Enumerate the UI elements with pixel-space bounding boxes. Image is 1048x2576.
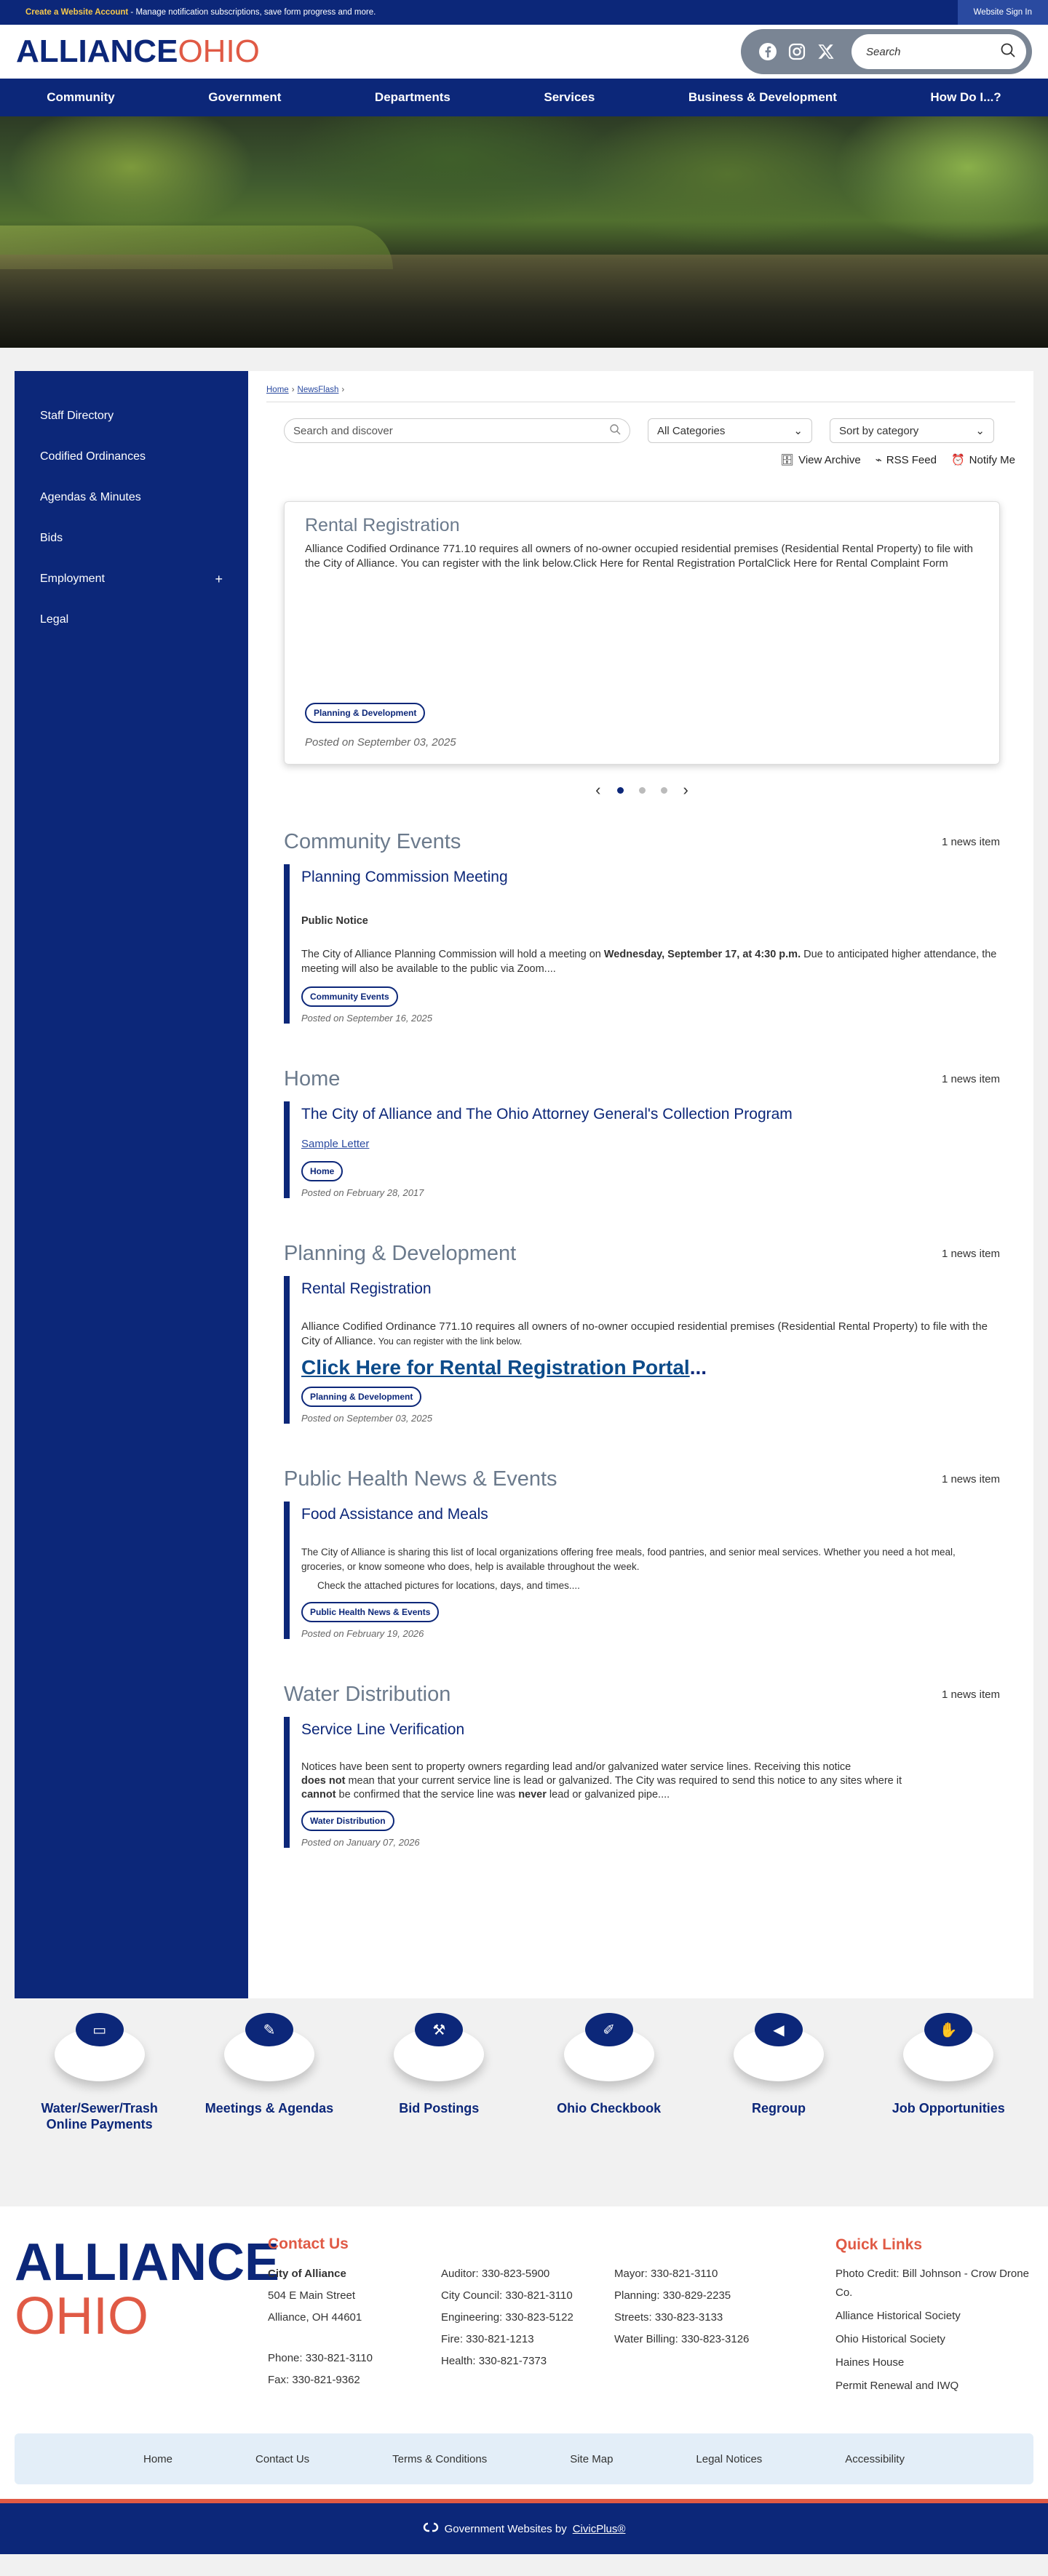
section-header bbox=[284, 1683, 1000, 1707]
view-archive-link[interactable] bbox=[780, 453, 861, 466]
civicplus-logo-icon bbox=[423, 2522, 439, 2535]
category-badge[interactable]: Water Distribution bbox=[301, 1811, 394, 1831]
sort-select[interactable] bbox=[830, 418, 994, 443]
news-article bbox=[284, 864, 1000, 1024]
sidebar-item-agendas-minutes[interactable] bbox=[15, 477, 248, 518]
featured-body: Alliance Codified Ordinance 771.10 requires all owners of no-owner occupied residential premises (Residential Rental Property) to file with the City of Alliance. You can register with the link below.Click Here for Rental Registration PortalClick Here for Rental Complaint Form bbox=[305, 543, 973, 570]
article-body-text: mean that your current service line is lead or galvanized. The City was required to send this notice to any sites where it bbox=[345, 1775, 902, 1787]
footer-logo bbox=[15, 2233, 279, 2433]
article-body-text: The City of Alliance Planning Commission will hold a meeting on bbox=[301, 949, 604, 960]
section-header bbox=[284, 1067, 1000, 1091]
featured-news-card[interactable] bbox=[284, 501, 1000, 765]
news-count: 1 news item bbox=[941, 1073, 1000, 1085]
section-title: Community Events bbox=[284, 830, 461, 853]
quick-link-circle bbox=[564, 2022, 654, 2081]
instagram-icon[interactable] bbox=[787, 42, 806, 61]
quick-link-historical-society[interactable]: Alliance Historical Society bbox=[835, 2310, 961, 2322]
footer-logo-ohio: OHIO bbox=[15, 2287, 149, 2345]
featured-title[interactable]: Rental Registration bbox=[305, 515, 460, 535]
posted-date: Posted on September 03, 2025 bbox=[305, 736, 456, 749]
quick-links-bar bbox=[0, 1998, 1048, 2206]
contact-city: City of Alliance bbox=[268, 2268, 346, 2280]
article-body-bold: does not bbox=[301, 1775, 346, 1787]
sidebar-item-codified-ordinances[interactable] bbox=[15, 436, 248, 477]
news-section-planning-development bbox=[284, 1242, 1000, 1424]
bottom-links bbox=[15, 2433, 1033, 2484]
posted-date: Posted on February 19, 2026 bbox=[301, 1628, 424, 1639]
section-title: Public Health News & Events bbox=[284, 1467, 557, 1491]
quick-link-circle bbox=[394, 2022, 484, 2081]
category-badge[interactable]: Planning & Development bbox=[305, 703, 425, 723]
category-badge[interactable]: Community Events bbox=[301, 986, 398, 1007]
create-account-link[interactable]: Create a Website Account bbox=[25, 8, 129, 17]
main-wrapper bbox=[0, 348, 1048, 1998]
contact-line: Water Billing: 330-823-3126 bbox=[614, 2333, 750, 2345]
chevron-down-icon: ⌄ bbox=[975, 425, 985, 437]
article-title[interactable]: Food Assistance and Meals bbox=[301, 1506, 488, 1523]
hero-water bbox=[0, 255, 1048, 348]
sidebar-item-staff-directory[interactable] bbox=[15, 396, 248, 436]
footer-link-accessibility[interactable]: Accessibility bbox=[845, 2452, 905, 2465]
footer-logo-alliance: ALLIANCE bbox=[15, 2233, 279, 2292]
article-body-text: Alliance Codified Ordinance 771.10 requires all owners of no-owner occupied residential premises (Residential Rental Property) to file with the City of Alliance. bbox=[301, 1320, 988, 1347]
article-body bbox=[301, 1760, 1000, 1802]
bell-icon: ⏰ bbox=[950, 454, 965, 466]
sidebar-item-label: Codified Ordinances bbox=[40, 450, 146, 463]
handshake-icon: ✋ bbox=[924, 2013, 972, 2046]
facebook-icon[interactable] bbox=[758, 42, 777, 61]
carousel-controls bbox=[284, 781, 1000, 799]
agenda-icon: ✎ bbox=[245, 2013, 293, 2046]
footer-link-legal[interactable]: Legal Notices bbox=[696, 2452, 763, 2465]
news-section-home bbox=[284, 1067, 1000, 1198]
powered-by-bar bbox=[0, 2499, 1048, 2554]
sidebar-item-label: Employment bbox=[40, 573, 105, 585]
contact-line: Mayor: 330-821-3110 bbox=[614, 2268, 718, 2280]
site-footer bbox=[0, 2206, 1048, 2433]
article-body-small: You can register with the link below. bbox=[376, 1336, 523, 1347]
contact-line: Planning: 330-829-2235 bbox=[614, 2289, 731, 2302]
site-logo[interactable] bbox=[16, 33, 260, 69]
site-search-input[interactable] bbox=[852, 34, 1026, 69]
category-badge[interactable]: Planning & Development bbox=[301, 1387, 421, 1407]
sidebar-item-legal[interactable] bbox=[15, 599, 248, 640]
quick-link-label: Bid Postings bbox=[399, 2101, 480, 2116]
quick-link-ohio-historical[interactable]: Ohio Historical Society bbox=[835, 2333, 945, 2345]
article-title[interactable]: Service Line Verification bbox=[301, 1721, 465, 1738]
quick-link-regroup[interactable] bbox=[713, 2022, 844, 2206]
contact-line: Streets: 330-823-3133 bbox=[614, 2311, 723, 2324]
checkbook-icon: ✐ bbox=[585, 2013, 633, 2046]
contact-line: Engineering: 330-823-5122 bbox=[441, 2311, 573, 2324]
rental-portal-suffix: ... bbox=[689, 1356, 707, 1379]
article-title[interactable]: Rental Registration bbox=[301, 1280, 432, 1297]
quick-link-label: Job Opportunities bbox=[892, 2101, 1005, 2116]
create-account-notice bbox=[25, 8, 376, 17]
article-body-text: lead or galvanized pipe.... bbox=[546, 1789, 670, 1801]
category-select-value: All Categories bbox=[657, 424, 726, 437]
x-icon[interactable] bbox=[817, 42, 835, 61]
contact-address-line: Alliance, OH 44601 bbox=[268, 2311, 362, 2324]
section-title: Planning & Development bbox=[284, 1242, 517, 1265]
contact-title: Contact Us bbox=[268, 2236, 349, 2252]
news-search-input[interactable] bbox=[284, 418, 630, 443]
footer-contact bbox=[268, 2236, 835, 2433]
contact-line: Fire: 330-821-1213 bbox=[441, 2333, 534, 2345]
breadcrumb-newsflash[interactable]: NewsFlash bbox=[297, 386, 339, 394]
search-placeholder: Search bbox=[866, 45, 901, 58]
header-tools bbox=[741, 29, 1032, 74]
news-actions bbox=[266, 443, 1015, 466]
article-body-bold: cannot bbox=[301, 1789, 336, 1801]
logo-ohio: OHIO bbox=[178, 33, 260, 69]
article-body-bold: never bbox=[518, 1789, 547, 1801]
rss-icon: ⌁ bbox=[875, 454, 882, 466]
sort-select-value: Sort by category bbox=[839, 424, 919, 437]
view-archive-label: View Archive bbox=[798, 453, 861, 466]
news-article bbox=[284, 1276, 1000, 1424]
expand-plus-icon[interactable]: + bbox=[215, 571, 223, 586]
sidebar-item-label: Bids bbox=[40, 532, 63, 544]
category-badge[interactable]: Home bbox=[301, 1161, 343, 1181]
quick-links-title: Quick Links bbox=[835, 2236, 923, 2253]
news-count: 1 news item bbox=[941, 1688, 1000, 1701]
quick-link-label: Water/Sewer/Trash Online Payments bbox=[41, 2101, 158, 2132]
quick-link-bids[interactable] bbox=[373, 2022, 504, 2206]
archive-icon: 🗄 bbox=[780, 454, 795, 466]
footer-link-home[interactable]: Home bbox=[143, 2452, 172, 2465]
carousel-dot[interactable] bbox=[639, 787, 646, 794]
logo-alliance: ALLIANCE bbox=[16, 33, 178, 69]
chevron-right-icon[interactable]: › bbox=[683, 781, 688, 799]
nav-community[interactable]: Community bbox=[47, 90, 115, 104]
rss-feed-label: RSS Feed bbox=[886, 453, 937, 466]
news-article bbox=[284, 1101, 1000, 1198]
search-icon[interactable] bbox=[609, 423, 621, 438]
rental-portal-link[interactable]: Click Here for Rental Registration Portal bbox=[301, 1356, 690, 1379]
notify-me-link[interactable] bbox=[951, 453, 1015, 466]
main-nav bbox=[0, 79, 1048, 116]
breadcrumb bbox=[266, 386, 1015, 402]
megaphone-icon: ◀ bbox=[755, 2013, 803, 2046]
quick-link-circle bbox=[224, 2022, 314, 2081]
top-bar bbox=[0, 0, 1048, 25]
hero-image bbox=[0, 116, 1048, 348]
contact-phone: Phone: 330-821-3110 bbox=[268, 2352, 373, 2364]
create-account-description: - Manage notification subscriptions, save form progress and more. bbox=[128, 8, 376, 17]
chevron-left-icon[interactable]: ‹ bbox=[595, 781, 601, 799]
sidebar-item-label: Staff Directory bbox=[40, 410, 114, 422]
bottom-links-wrap bbox=[0, 2433, 1048, 2499]
posted-date: Posted on February 28, 2017 bbox=[301, 1187, 424, 1198]
article-body-secondary: Check the attached pictures for locations, days, and times.... bbox=[317, 1580, 580, 1591]
contact-departments bbox=[441, 2263, 614, 2391]
news-article bbox=[284, 1502, 1000, 1639]
breadcrumb-home[interactable]: Home bbox=[266, 386, 289, 394]
search-icon[interactable] bbox=[1000, 42, 1016, 61]
section-title: Water Distribution bbox=[284, 1683, 451, 1706]
article-body-text: be confirmed that the service line was bbox=[336, 1789, 519, 1801]
quick-link-photo-credit[interactable]: Photo Credit: Bill Johnson - Crow Drone Co. bbox=[835, 2268, 1029, 2299]
article-title[interactable]: Planning Commission Meeting bbox=[301, 869, 508, 885]
footer-link-sitemap[interactable]: Site Map bbox=[570, 2452, 614, 2465]
nav-government[interactable]: Government bbox=[208, 90, 282, 104]
nav-how-do-i[interactable]: How Do I...? bbox=[930, 90, 1001, 104]
article-body bbox=[301, 947, 1000, 976]
contact-departments-2 bbox=[614, 2263, 818, 2391]
sidebar-item-label: Agendas & Minutes bbox=[40, 491, 141, 503]
quick-link-meetings[interactable] bbox=[204, 2022, 335, 2206]
quick-link-label: Regroup bbox=[751, 2101, 806, 2116]
posted-date: Posted on September 16, 2025 bbox=[301, 1013, 432, 1024]
contact-columns bbox=[268, 2263, 835, 2391]
contact-address-line: 504 E Main Street bbox=[268, 2289, 356, 2302]
quick-link-circle bbox=[734, 2022, 824, 2081]
quick-link-circle bbox=[903, 2022, 993, 2081]
quick-link-jobs[interactable] bbox=[883, 2022, 1014, 2206]
category-badge[interactable]: Public Health News & Events bbox=[301, 1602, 439, 1622]
news-article bbox=[284, 1717, 1000, 1848]
rss-feed-link[interactable] bbox=[876, 453, 937, 466]
news-section-public-health bbox=[284, 1467, 1000, 1639]
carousel-dot[interactable] bbox=[617, 787, 624, 794]
bid-icon: ⚒ bbox=[415, 2013, 463, 2046]
footer-link-terms[interactable]: Terms & Conditions bbox=[392, 2452, 488, 2465]
posted-date: Posted on September 03, 2025 bbox=[301, 1413, 432, 1424]
footer-link-contact[interactable]: Contact Us bbox=[255, 2452, 310, 2465]
powered-by-text: Government Websites by bbox=[444, 2522, 567, 2535]
quick-link-checkbook[interactable] bbox=[544, 2022, 675, 2206]
nav-business-development[interactable]: Business & Development bbox=[688, 90, 837, 104]
quick-link-label: Meetings & Agendas bbox=[205, 2101, 334, 2116]
payment-icon: ▭ bbox=[76, 2013, 124, 2046]
article-body bbox=[301, 1320, 1000, 1349]
article-body-text: Notices have been sent to property owners regarding lead and/or galvanized water service lines. Receiving this notice bbox=[301, 1761, 852, 1773]
breadcrumb-separator: › bbox=[291, 386, 295, 394]
quick-link-permit-renewal[interactable]: Permit Renewal and IWQ bbox=[835, 2380, 959, 2392]
article-title[interactable]: The City of Alliance and The Ohio Attorney General's Collection Program bbox=[301, 1106, 793, 1122]
contact-fax: Fax: 330-821-9362 bbox=[268, 2374, 360, 2386]
quick-link-haines-house[interactable]: Haines House bbox=[835, 2356, 905, 2369]
carousel-dots bbox=[617, 787, 667, 794]
site-header bbox=[0, 25, 1048, 79]
article-body-bold: Wednesday, September 17, at 4:30 p.m. bbox=[603, 949, 801, 960]
civicplus-link[interactable]: CivicPlus® bbox=[572, 2522, 626, 2535]
article-body-text: Due to anticipated higher attendance, the meeting will also be available to the public via Zoom.... bbox=[301, 949, 997, 975]
notify-me-label: Notify Me bbox=[969, 453, 1015, 466]
article-body: The City of Alliance is sharing this list of local organizations offering free meals, food pantries, and senior meal services. Whether you need a hot meal, groceries, or know someone who does, help is available throughout the week. bbox=[301, 1547, 956, 1572]
category-select[interactable] bbox=[648, 418, 812, 443]
carousel-dot[interactable] bbox=[661, 787, 667, 794]
chevron-down-icon: ⌄ bbox=[793, 425, 803, 437]
footer-quick-links bbox=[835, 2236, 1033, 2433]
news-count: 1 news item bbox=[941, 1248, 1000, 1260]
contact-line: Auditor: 330-823-5900 bbox=[441, 2268, 550, 2280]
sidebar-item-employment[interactable] bbox=[15, 559, 248, 599]
news-count: 1 news item bbox=[941, 1473, 1000, 1486]
posted-date: Posted on January 07, 2026 bbox=[301, 1837, 420, 1848]
contact-address bbox=[268, 2263, 441, 2391]
news-search-placeholder: Search and discover bbox=[293, 424, 393, 437]
news-section-community-events bbox=[284, 830, 1000, 1024]
section-header bbox=[284, 830, 1000, 854]
contact-line: Health: 330-821-7373 bbox=[441, 2355, 547, 2367]
news-section-water-distribution bbox=[284, 1683, 1000, 1848]
sidebar-item-label: Legal bbox=[40, 613, 69, 626]
news-filters bbox=[266, 402, 1015, 443]
website-sign-in-button[interactable]: Website Sign In bbox=[958, 0, 1048, 25]
breadcrumb-separator: › bbox=[341, 386, 345, 394]
quick-link-circle bbox=[55, 2022, 145, 2081]
section-header bbox=[284, 1467, 1000, 1491]
contact-line: City Council: 330-821-3110 bbox=[441, 2289, 573, 2302]
article-subhead: Public Notice bbox=[301, 915, 368, 927]
quick-link-payments[interactable] bbox=[34, 2022, 165, 2206]
nav-services[interactable]: Services bbox=[544, 90, 595, 104]
section-header bbox=[284, 1242, 1000, 1266]
sidebar-item-bids[interactable] bbox=[15, 518, 248, 559]
sample-letter-link[interactable]: Sample Letter bbox=[301, 1138, 370, 1150]
nav-departments[interactable]: Departments bbox=[374, 90, 450, 104]
rental-portal-link-wrap bbox=[301, 1356, 1000, 1379]
news-count: 1 news item bbox=[941, 836, 1000, 848]
section-title: Home bbox=[284, 1067, 341, 1090]
quick-link-label: Ohio Checkbook bbox=[557, 2101, 662, 2116]
news-content bbox=[248, 371, 1033, 1998]
sidebar bbox=[15, 371, 248, 1998]
